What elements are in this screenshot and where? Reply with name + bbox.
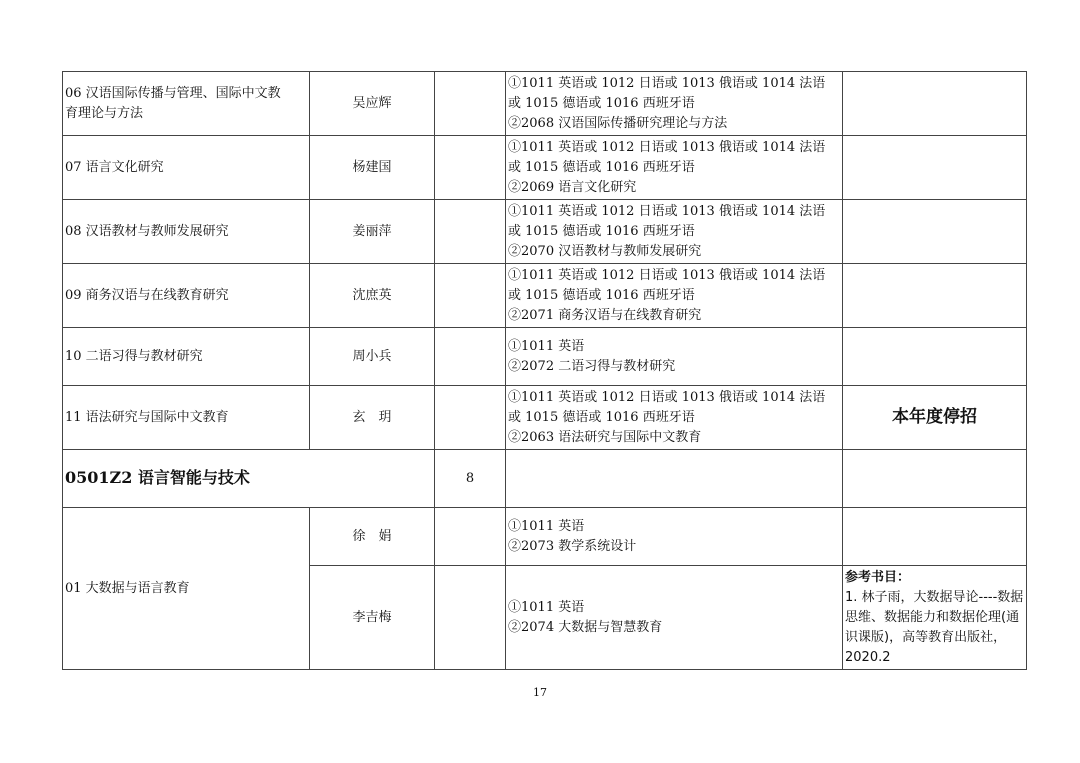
table-row: [63, 136, 1027, 200]
exam-subjects-cell: ①1011 英语 ②2072 二语习得与教材研究: [506, 328, 843, 386]
note-cell: [843, 328, 1027, 386]
quota-cell: [435, 136, 506, 200]
advisor-cell: 姜丽萍: [310, 200, 435, 264]
exam-subjects-cell: ①1011 英语 ②2073 教学系统设计: [506, 508, 843, 566]
page-number: 17: [533, 686, 547, 699]
direction-cell: 06 汉语国际传播与管理、国际中文教 育理论与方法: [63, 72, 310, 136]
quota-cell: [435, 72, 506, 136]
advisor-cell: 吴应辉: [310, 72, 435, 136]
exam-subjects-cell: ①1011 英语或 1012 日语或 1013 俄语或 1014 法语 或 1015 德语或 1016 西班牙语 ②2063 语法研究与国际中文教育: [506, 386, 843, 450]
note-cell: [843, 264, 1027, 328]
quota-cell: [435, 200, 506, 264]
exam-subjects-cell: ①1011 英语或 1012 日语或 1013 俄语或 1014 法语 或 1015 德语或 1016 西班牙语 ②2070 汉语教材与教师发展研究: [506, 200, 843, 264]
quota-cell: [435, 566, 506, 670]
advisor-cell: 徐 娟: [310, 508, 435, 566]
direction-cell: 08 汉语教材与教师发展研究: [63, 200, 310, 264]
quota-cell: [435, 508, 506, 566]
direction-cell: 11 语法研究与国际中文教育: [63, 386, 310, 450]
major-title-cell: [63, 450, 435, 508]
advisor-cell: 玄 玥: [310, 386, 435, 450]
reference-books-cell: 参考书目： 1. 林子雨，大数据导论----数据 思维、数据能力和数据伦理(通 识课版)，高等教育出版社， 2020.2: [843, 566, 1027, 670]
note-cell: [843, 450, 1027, 508]
quota-cell: [435, 328, 506, 386]
table-row: [63, 328, 1027, 386]
note-cell: [843, 72, 1027, 136]
table-row: [63, 264, 1027, 328]
exam-subjects-cell: [506, 450, 843, 508]
exam-subjects-cell: ①1011 英语或 1012 日语或 1013 俄语或 1014 法语 或 1015 德语或 1016 西班牙语 ②2068 汉语国际传播研究理论与方法: [506, 72, 843, 136]
quota-cell: [435, 386, 506, 450]
direction-cell: 01 大数据与语言教育: [63, 508, 310, 670]
direction-cell: 07 语言文化研究: [63, 136, 310, 200]
advisor-cell: 沈庶英: [310, 264, 435, 328]
enrollment-table: [62, 71, 1027, 670]
note-cell: [843, 200, 1027, 264]
reference-title: 参考书目：: [845, 569, 911, 585]
quota-cell: 8: [435, 450, 506, 508]
major-title: 0501Z2 语言智能与技术: [65, 467, 250, 487]
direction-cell: 10 二语习得与教材研究: [63, 328, 310, 386]
note-cell: [843, 508, 1027, 566]
suspended-enrollment-note: 本年度停招: [892, 406, 977, 427]
note-cell: [843, 386, 1027, 450]
note-cell: [843, 136, 1027, 200]
advisor-cell: 杨建国: [310, 136, 435, 200]
table-row: [63, 508, 1027, 566]
table-row: [63, 386, 1027, 450]
quota-cell: [435, 264, 506, 328]
major-row: [63, 450, 1027, 508]
exam-subjects-cell: ①1011 英语或 1012 日语或 1013 俄语或 1014 法语 或 1015 德语或 1016 西班牙语 ②2069 语言文化研究: [506, 136, 843, 200]
exam-subjects-cell: ①1011 英语或 1012 日语或 1013 俄语或 1014 法语 或 1015 德语或 1016 西班牙语 ②2071 商务汉语与在线教育研究: [506, 264, 843, 328]
advisor-cell: 周小兵: [310, 328, 435, 386]
advisor-cell: 李吉梅: [310, 566, 435, 670]
table-row: [63, 72, 1027, 136]
table-row: [63, 200, 1027, 264]
exam-subjects-cell: ①1011 英语 ②2074 大数据与智慧教育: [506, 566, 843, 670]
direction-cell: 09 商务汉语与在线教育研究: [63, 264, 310, 328]
